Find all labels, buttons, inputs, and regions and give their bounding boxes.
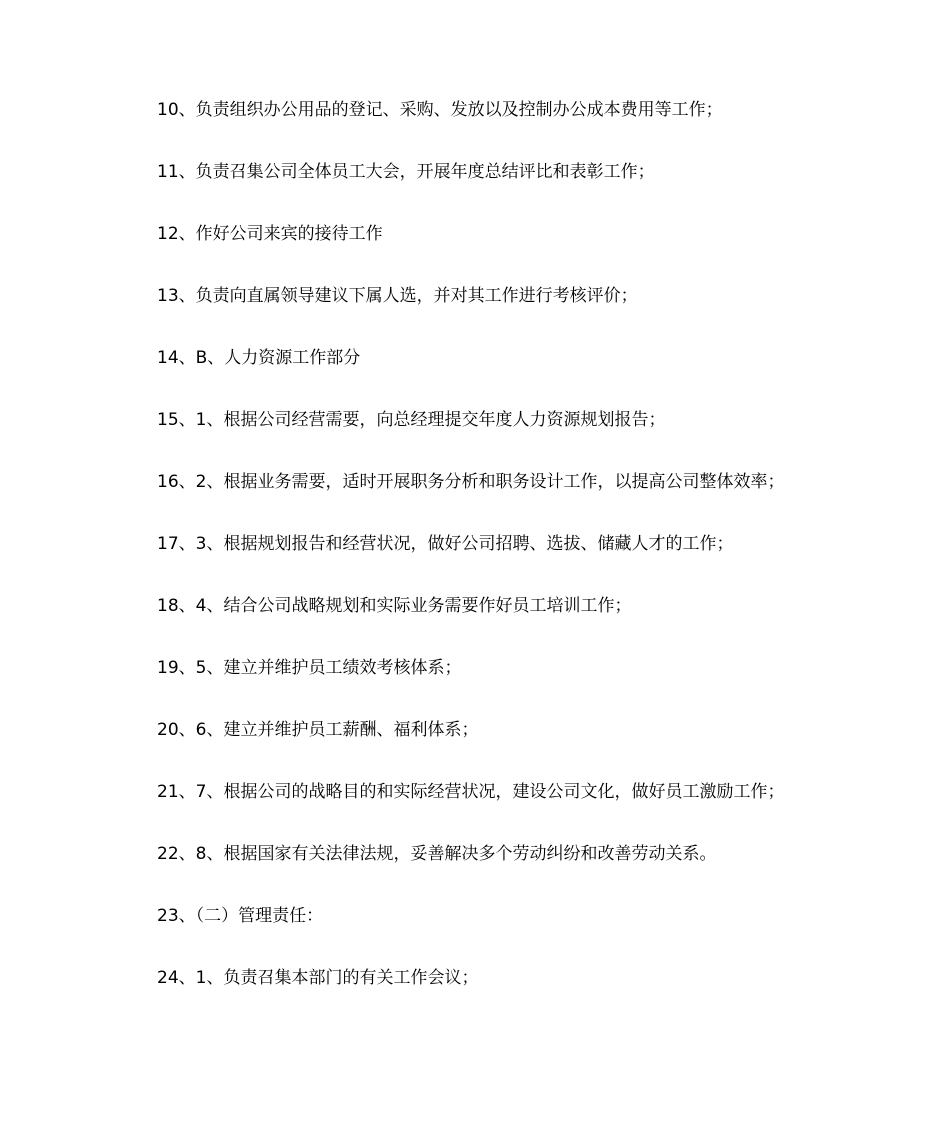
document-line-21: 21、7、根据公司的战略目的和实际经营状况，建设公司文化，做好员工激励工作； (157, 782, 785, 802)
document-line-16: 16、2、根据业务需要，适时开展职务分析和职务设计工作，以提高公司整体效率； (157, 472, 785, 492)
document-line-12: 12、作好公司来宾的接待工作 (157, 224, 383, 244)
document-line-18: 18、4、结合公司战略规划和实际业务需要作好员工培训工作； (157, 596, 632, 616)
document-body (157, 96, 837, 1026)
document-line-24: 24、1、负责召集本部门的有关工作会议； (157, 968, 479, 988)
document-line-17: 17、3、根据规划报告和经营状况，做好公司招聘、选拔、储藏人才的工作； (157, 534, 734, 554)
document-line-13: 13、负责向直属领导建议下属人选，并对其工作进行考核评价； (157, 286, 638, 306)
document-line-22: 22、8、根据国家有关法律法规，妥善解决多个劳动纠纷和改善劳动关系。 (157, 844, 717, 864)
document-line-20: 20、6、建立并维护员工薪酬、福利体系； (157, 720, 479, 740)
document-line-14: 14、B、人力资源工作部分 (157, 348, 361, 368)
document-line-15: 15、1、根据公司经营需要，向总经理提交年度人力资源规划报告； (157, 410, 666, 430)
document-line-11: 11、负责召集公司全体员工大会，开展年度总结评比和表彰工作； (157, 162, 655, 182)
document-line-10: 10、负责组织办公用品的登记、采购、发放以及控制办公成本费用等工作； (157, 100, 723, 120)
document-line-23: 23、（二）管理责任： (157, 906, 324, 926)
document-line-19: 19、5、建立并维护员工绩效考核体系； (157, 658, 462, 678)
